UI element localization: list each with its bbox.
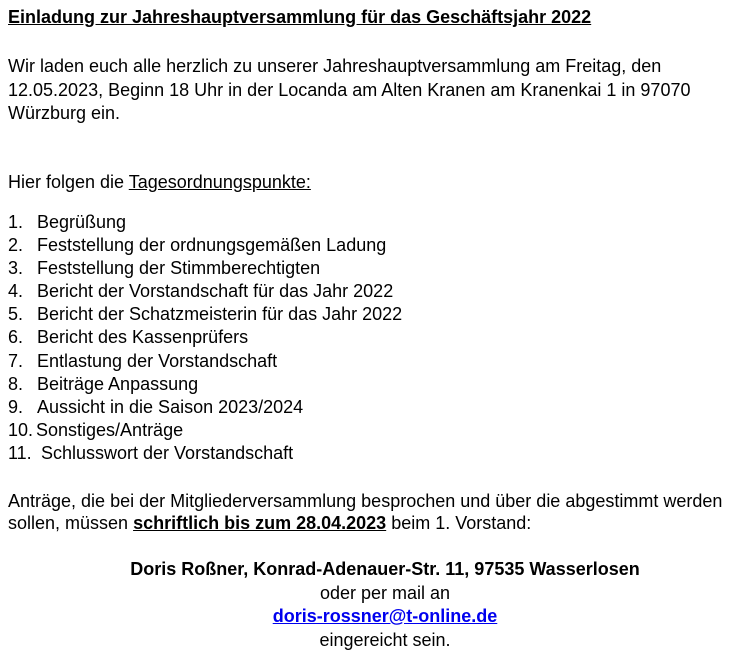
agenda-item-text: Feststellung der ordnungsgemäßen Ladung — [37, 235, 387, 256]
agenda-item — [8, 257, 402, 280]
document-title: Einladung zur Jahreshauptversammlung für das Geschäftsjahr 2022 — [8, 7, 592, 27]
motions-deadline: schriftlich bis zum 28.04.2023 — [133, 513, 387, 533]
agenda-item — [8, 211, 402, 234]
agenda-item-text: Entlastung der Vorstandschaft — [37, 350, 278, 371]
agenda-item — [8, 326, 402, 349]
agenda-item-number: 1. — [8, 212, 24, 232]
motions-note — [8, 490, 744, 534]
agenda-item — [8, 373, 402, 396]
agenda-item — [8, 419, 402, 442]
agenda-item-number: 8. — [8, 373, 24, 394]
agenda-item-number: 10. — [8, 419, 34, 440]
motions-note-text: Anträge, die bei der Mitgliederversammlung besprochen und über die abgestimmt werden sollen, müssen — [8, 491, 723, 533]
agenda-item-text: Aussicht in die Saison 2023/2024 — [37, 396, 304, 417]
agenda-item-number: 5. — [8, 304, 24, 325]
agenda-heading: Tagesordnungspunkte: — [128, 172, 311, 192]
agenda-item — [8, 350, 402, 373]
agenda-item — [8, 280, 402, 303]
agenda-item-number: 9. — [8, 396, 24, 417]
agenda-item-number: 2. — [8, 235, 24, 256]
agenda-item-text: Feststellung der Stimmberechtigten — [37, 258, 321, 279]
agenda-item — [8, 234, 402, 257]
agenda-item-number: 6. — [8, 327, 24, 348]
agenda-item-text: Begrüßung — [37, 212, 127, 232]
agenda-list — [8, 211, 402, 465]
agenda-item-text: Beiträge Anpassung — [37, 373, 199, 394]
invitation-paragraph: Wir laden euch alle herzlich zu unserer Jahreshauptversammlung am Freitag, den 12.05.2023, Beginn 18 Uhr in der Locanda am Alten Kranen am Kranenkai 1 in 97070 Würzburg ein. — [8, 56, 691, 123]
motions-note-suffix: beim 1. Vorstand: — [386, 513, 532, 533]
contact-closing: eingereicht sein. — [319, 629, 451, 650]
contact-address: Doris Roßner, Konrad-Adenauer-Str. 11, 97535 Wasserlosen — [130, 559, 640, 579]
contact-email-link[interactable]: doris-rossner@t-online.de — [272, 606, 498, 626]
agenda-item-number: 11. — [8, 442, 32, 463]
agenda-item — [8, 442, 402, 465]
agenda-item-text: Bericht der Schatzmeisterin für das Jahr 2022 — [37, 304, 403, 325]
contact-via: oder per mail an — [319, 582, 451, 603]
agenda-item — [8, 303, 402, 326]
agenda-item-text: Schlusswort der Vorstandschaft — [41, 442, 294, 463]
agenda-item-text: Bericht des Kassenprüfers — [37, 327, 249, 348]
agenda-item-number: 4. — [8, 281, 24, 302]
agenda-item-number: 7. — [8, 350, 24, 371]
contact-block — [0, 558, 750, 652]
agenda-item-text: Sonstiges/Anträge — [36, 419, 184, 440]
agenda-intro-text: Hier folgen die — [8, 172, 129, 192]
agenda-intro — [8, 171, 311, 193]
agenda-item-number: 3. — [8, 258, 24, 279]
agenda-item-text: Bericht der Vorstandschaft für das Jahr 2022 — [37, 281, 394, 302]
agenda-item — [8, 396, 402, 419]
